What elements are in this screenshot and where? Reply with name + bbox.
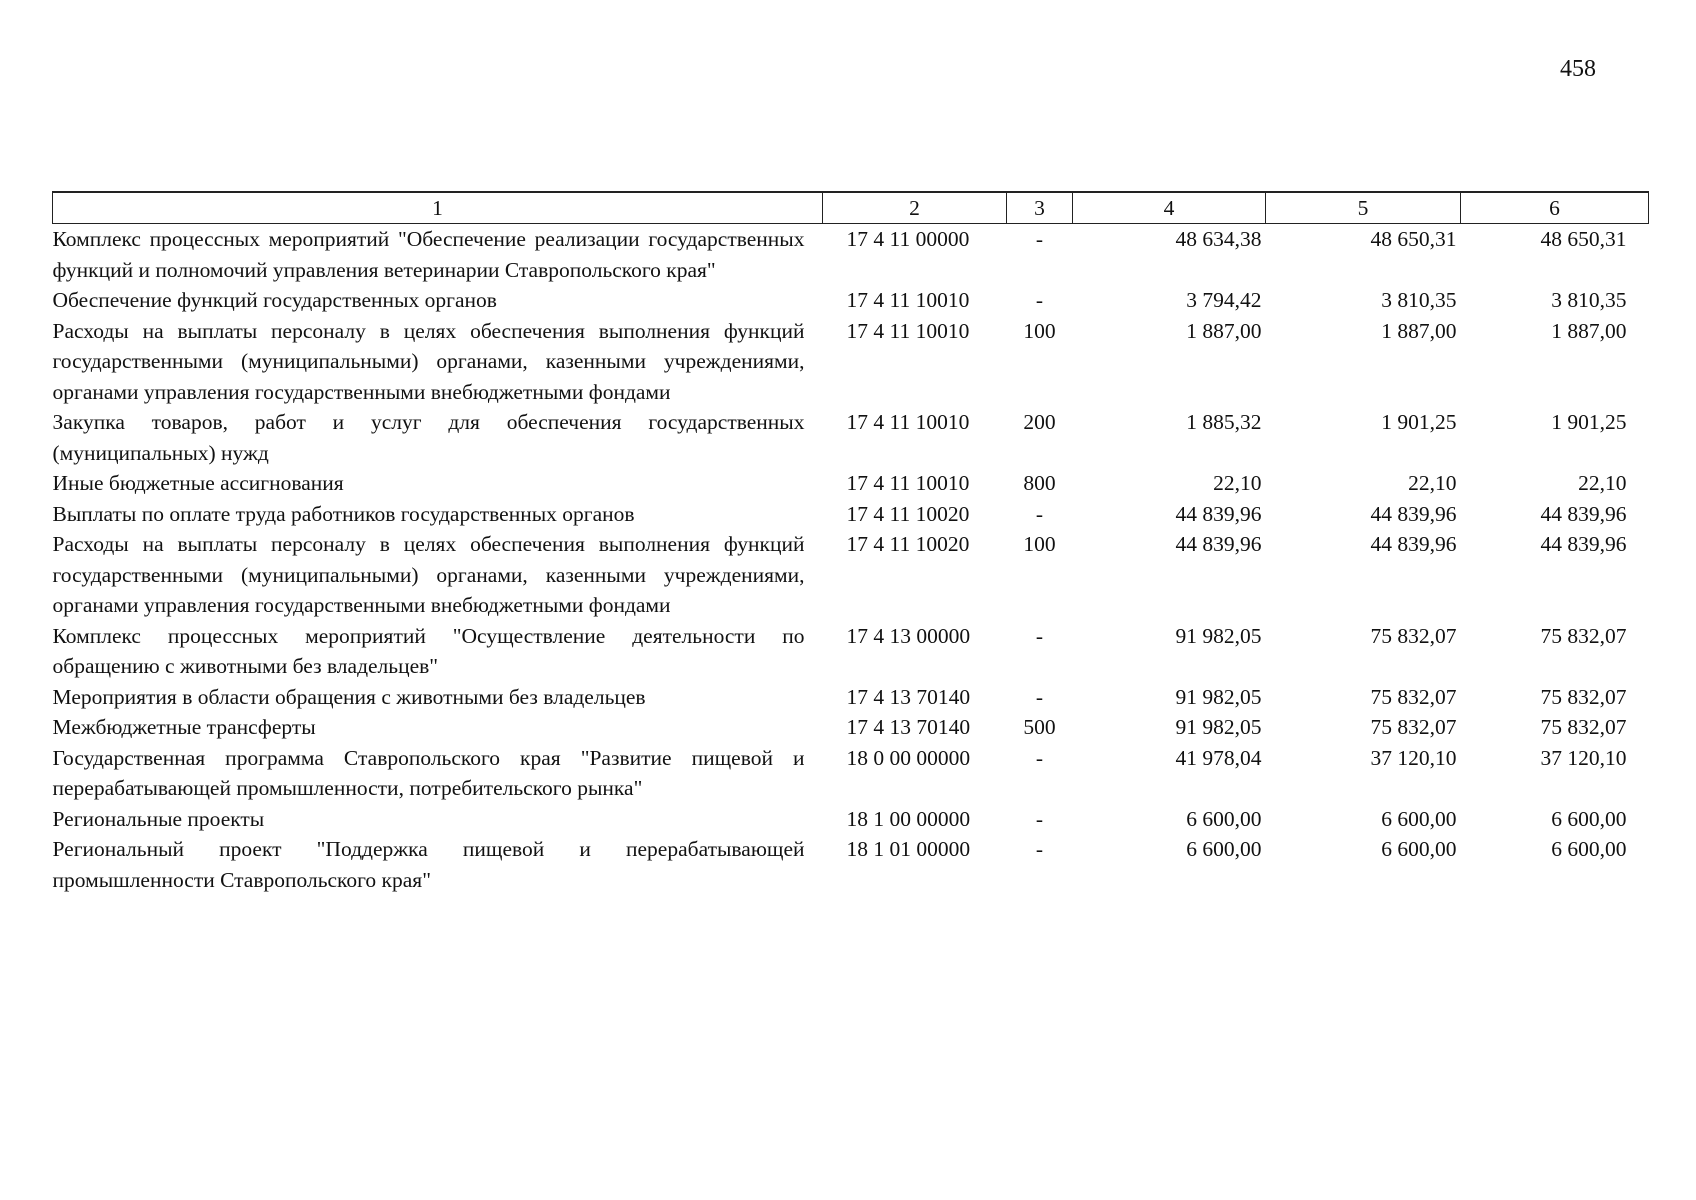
row-value-5: 75 832,07 (1370, 715, 1457, 739)
column-header-1: 1 (53, 192, 823, 224)
column-header-5: 5 (1266, 192, 1461, 224)
row-code: 17 4 11 10020 (846, 532, 970, 556)
row-expense-type: 100 (1023, 532, 1056, 556)
row-value-5: 3 810,35 (1381, 288, 1457, 312)
row-value-4: 48 634,38 (1175, 227, 1262, 251)
row-value-4: 1 885,32 (1186, 410, 1262, 434)
row-value-4: 22,10 (1213, 471, 1262, 495)
row-value-5: 1 887,00 (1381, 318, 1457, 343)
table-row (53, 285, 1649, 316)
row-value-6: 37 120,10 (1540, 745, 1627, 770)
row-value-6: 22,10 (1578, 471, 1627, 495)
row-code: 17 4 11 00000 (846, 227, 970, 251)
row-value-5: 75 832,07 (1370, 684, 1457, 709)
row-name: Расходы на выплаты персоналу в целях обеспечения выполнения функций государственными (муниципальными) органами, казенными учреждениями, органами управления государственными внебюджетными фондами (52, 532, 805, 617)
row-value-6: 44 839,96 (1540, 532, 1627, 556)
row-expense-type: 500 (1023, 715, 1056, 739)
row-expense-type: - (1035, 745, 1044, 770)
row-value-4: 6 600,00 (1186, 806, 1262, 831)
row-value-5: 1 901,25 (1381, 410, 1457, 434)
table-body (53, 224, 1649, 896)
row-value-6: 44 839,96 (1540, 501, 1627, 526)
row-name: Комплекс процессных мероприятий "Осуществление деятельности по обращению с животными без владельцев" (52, 623, 805, 678)
row-value-4: 91 982,05 (1175, 684, 1262, 709)
row-expense-type: - (1035, 806, 1044, 831)
row-value-6: 3 810,35 (1551, 288, 1627, 312)
column-header-2: 2 (823, 192, 1007, 224)
row-name: Региональные проекты (52, 806, 265, 831)
row-expense-type: - (1035, 227, 1044, 251)
budget-table (52, 191, 1649, 895)
row-value-4: 91 982,05 (1175, 623, 1262, 648)
row-value-6: 48 650,31 (1540, 227, 1627, 251)
row-code: 18 0 00 00000 (846, 745, 971, 770)
row-value-4: 91 982,05 (1175, 715, 1262, 739)
row-name: Государственная программа Ставропольского края "Развитие пищевой и перерабатывающей промышленности, потребительского рынка" (52, 745, 805, 800)
row-expense-type: - (1035, 837, 1044, 861)
row-code: 17 4 13 70140 (846, 715, 971, 739)
column-header-4: 4 (1073, 192, 1266, 224)
row-value-4: 1 887,00 (1186, 318, 1262, 343)
row-expense-type: 100 (1023, 318, 1056, 343)
row-value-6: 1 901,25 (1551, 410, 1627, 434)
row-code: 17 4 11 10010 (846, 410, 970, 434)
row-value-6: 6 600,00 (1551, 806, 1627, 831)
row-expense-type: - (1035, 684, 1044, 709)
row-value-5: 6 600,00 (1381, 806, 1457, 831)
row-value-4: 6 600,00 (1186, 837, 1262, 861)
row-name: Закупка товаров, работ и услуг для обеспечения государственных (муниципальных) нужд (52, 410, 805, 465)
row-value-6: 75 832,07 (1540, 715, 1627, 739)
row-value-5: 48 650,31 (1370, 227, 1457, 251)
page-number: 458 (1560, 56, 1596, 82)
row-name: Обеспечение функций государственных органов (52, 288, 497, 312)
row-value-4: 44 839,96 (1175, 532, 1262, 556)
row-value-5: 37 120,10 (1370, 745, 1457, 770)
table-row (53, 499, 1649, 530)
row-code: 18 1 01 00000 (846, 837, 971, 861)
row-code: 17 4 11 10010 (846, 318, 970, 343)
table-row (53, 224, 1649, 286)
table-row (53, 407, 1649, 468)
row-value-6: 75 832,07 (1540, 684, 1627, 709)
row-value-6: 6 600,00 (1551, 837, 1627, 861)
row-value-5: 44 839,96 (1370, 501, 1457, 526)
table-row (53, 834, 1649, 895)
column-header-3: 3 (1007, 192, 1073, 224)
row-name: Комплекс процессных мероприятий "Обеспечение реализации государственных функций и полномочий управления ветеринарии Ставропольского края" (52, 227, 805, 282)
row-code: 17 4 11 10010 (846, 288, 970, 312)
table-row (53, 621, 1649, 682)
column-header-6: 6 (1461, 192, 1649, 224)
row-expense-type: - (1035, 623, 1044, 648)
row-expense-type: 800 (1023, 471, 1056, 495)
header-row (53, 192, 1649, 224)
row-value-5: 75 832,07 (1370, 623, 1457, 648)
row-code: 17 4 11 10020 (846, 501, 970, 526)
table-row (53, 743, 1649, 804)
row-value-4: 41 978,04 (1175, 745, 1262, 770)
table-row (53, 682, 1649, 713)
table-row (53, 316, 1649, 408)
row-name: Межбюджетные трансферты (52, 715, 316, 739)
table-row (53, 468, 1649, 499)
row-expense-type: - (1035, 288, 1044, 312)
table-header (53, 192, 1649, 224)
row-code: 17 4 11 10010 (846, 471, 970, 495)
table-row (53, 529, 1649, 621)
row-value-5: 44 839,96 (1370, 532, 1457, 556)
row-value-5: 6 600,00 (1381, 837, 1457, 861)
row-name: Иные бюджетные ассигнования (52, 471, 344, 495)
row-name: Региональный проект "Поддержка пищевой и перерабатывающей промышленности Ставропольского края" (52, 837, 805, 892)
row-expense-type: 200 (1023, 410, 1056, 434)
row-code: 18 1 00 00000 (846, 806, 971, 831)
row-value-4: 44 839,96 (1175, 501, 1262, 526)
table-row (53, 804, 1649, 835)
row-code: 17 4 13 70140 (846, 684, 971, 709)
row-name: Выплаты по оплате труда работников государственных органов (52, 501, 635, 526)
row-expense-type: - (1035, 501, 1044, 526)
row-code: 17 4 13 00000 (846, 623, 971, 648)
row-name: Мероприятия в области обращения с животными без владельцев (52, 684, 646, 709)
row-value-6: 1 887,00 (1551, 318, 1627, 343)
table-row (53, 712, 1649, 743)
row-value-4: 3 794,42 (1186, 288, 1262, 312)
row-value-5: 22,10 (1408, 471, 1457, 495)
row-name: Расходы на выплаты персоналу в целях обеспечения выполнения функций государственными (муниципальными) органами, казенными учреждениями, органами управления государственными внебюджетными фондами (52, 318, 805, 404)
row-value-6: 75 832,07 (1540, 623, 1627, 648)
